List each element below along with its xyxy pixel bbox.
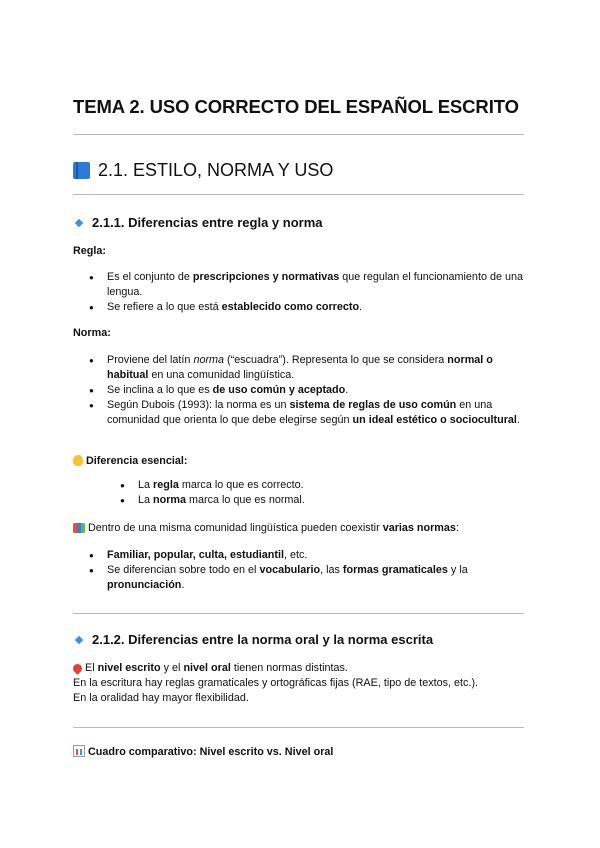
document-title: TEMA 2. USO CORRECTO DEL ESPAÑOL ESCRITO	[73, 96, 519, 117]
divider	[73, 727, 524, 728]
divider	[73, 134, 524, 135]
blue-diamond-icon	[75, 635, 83, 643]
section-heading-text: 2.1. ESTILO, NORMA Y USO	[98, 160, 334, 180]
divider	[73, 613, 524, 614]
light-bulb-icon	[73, 455, 83, 466]
list-item: ● Se inclina a lo que es de uso común y aceptado.	[73, 383, 525, 398]
regla-label: Regla:	[73, 245, 106, 257]
varias-normas-paragraph: Dentro de una misma comunidad lingüística pueden coexistir varias normas:	[73, 521, 459, 536]
cuadro-comparativo-heading: Cuadro comparativo: Nivel escrito vs. Nivel oral	[73, 745, 333, 760]
paragraph-line: El nivel escrito y el nivel oral tienen normas distintas.	[73, 661, 525, 676]
norma-list	[73, 353, 525, 428]
divider	[73, 194, 524, 195]
diferencia-esencial: Diferencia esencial:	[73, 454, 187, 469]
subsection-heading-1	[73, 215, 323, 230]
varias-normas-list	[73, 548, 525, 593]
list-item: ● La regla marca lo que es correcto.	[73, 478, 525, 493]
paragraph-line: En la oralidad hay mayor flexibilidad.	[73, 692, 249, 704]
list-item: ● Se refiere a lo que está establecido como correcto.	[73, 300, 525, 315]
subsection-heading-2	[73, 632, 433, 647]
section-heading	[73, 160, 333, 181]
list-item: ● Familiar, popular, culta, estudiantil, etc.	[73, 548, 525, 563]
list-item: ● La norma marca lo que es normal.	[73, 493, 525, 508]
pushpin-icon	[71, 662, 84, 675]
subsection-heading-2-text: 2.1.2. Diferencias entre la norma oral y la norma escrita	[92, 632, 434, 647]
norma-label: Norma:	[73, 327, 111, 339]
blue-diamond-icon	[75, 218, 83, 226]
regla-list	[73, 270, 525, 315]
subsection-heading-1-text: 2.1.1. Diferencias entre regla y norma	[92, 215, 323, 230]
paragraph-line: En la escritura hay reglas gramaticales y ortográficas fijas (RAE, tipo de textos, etc.).	[73, 677, 479, 689]
books-icon	[73, 523, 85, 533]
blue-book-icon	[73, 162, 90, 179]
oral-escrita-paragraph	[73, 661, 525, 706]
list-item: ● Se diferencian sobre todo en el vocabulario, las formas gramaticales y la pronunciación.	[73, 563, 525, 593]
list-item: ● Según Dubois (1993): la norma es un sistema de reglas de uso común en una comunidad que orienta lo que debe elegirse según un ideal estético o sociocultural.	[73, 398, 525, 428]
diferencia-list	[73, 478, 525, 508]
list-item: ● Es el conjunto de prescripciones y normativas que regulan el funcionamiento de una lengua.	[73, 270, 525, 300]
bar-chart-icon	[73, 745, 85, 757]
list-item: ● Proviene del latín norma (“escuadra”). Representa lo que se considera normal o habitual en una comunidad lingüística.	[73, 353, 525, 383]
